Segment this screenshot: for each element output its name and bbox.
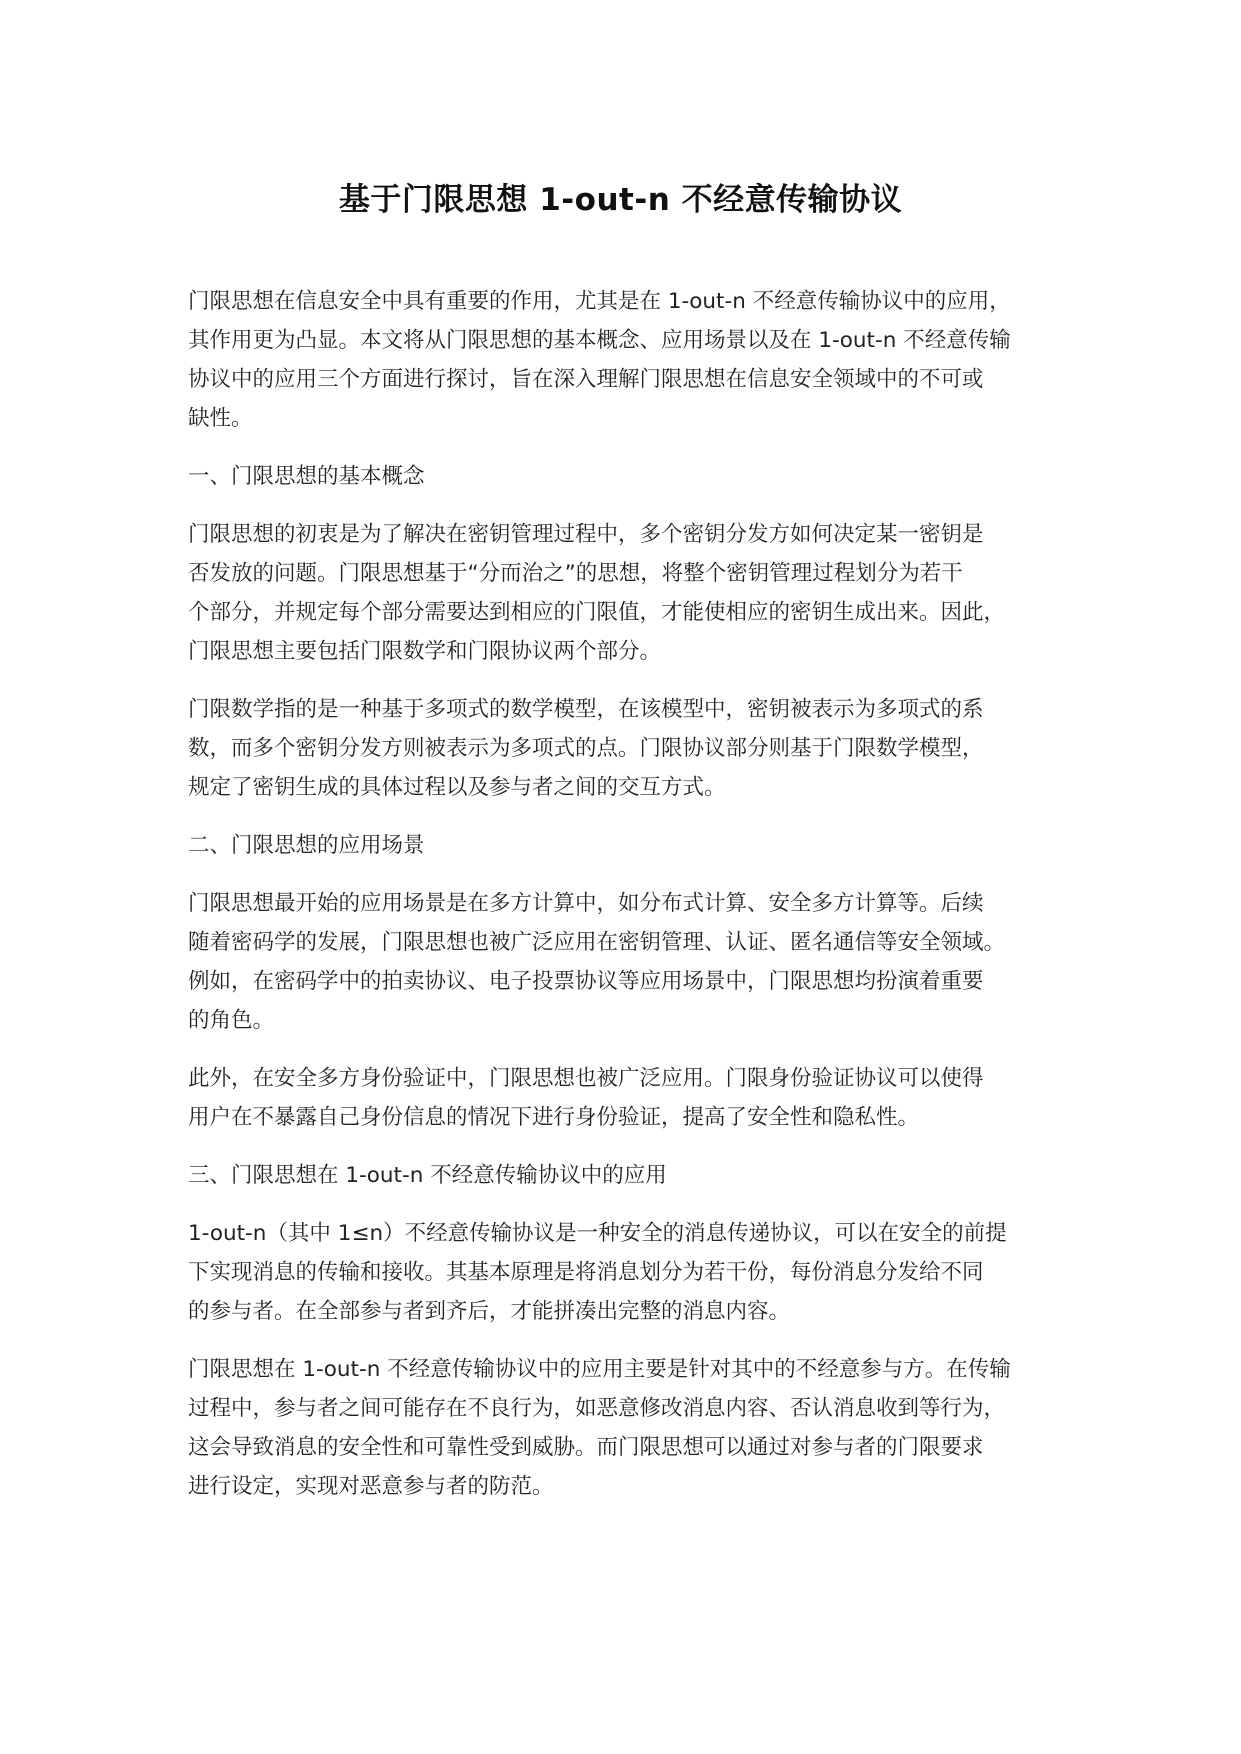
text-line: 数，而多个密钥分发方则被表示为多项式的点。门限协议部分则基于门限数学模型，: [188, 736, 984, 761]
text-line: 缺性。: [188, 406, 253, 431]
text-line: 的参与者。在全部参与者到齐后，才能拼凑出完整的消息内容。: [188, 1299, 791, 1324]
body-paragraph: [188, 690, 1080, 807]
section-heading: [188, 457, 1080, 496]
text-line: 例如，在密码学中的拍卖协议、电子投票协议等应用场景中，门限思想均扮演着重要: [188, 969, 984, 994]
text-line: 门限思想最开始的应用场景是在多方计算中，如分布式计算、安全多方计算等。后续: [188, 891, 984, 916]
text-line: 三、门限思想在 1-out-n 不经意传输协议中的应用: [188, 1163, 667, 1188]
text-line: 此外，在安全多方身份验证中，门限思想也被广泛应用。门限身份验证协议可以使得: [188, 1066, 984, 1091]
body-paragraph: [188, 515, 1080, 671]
text-line: 规定了密钥生成的具体过程以及参与者之间的交互方式。: [188, 775, 726, 800]
text-line: 这会导致消息的安全性和可靠性受到威胁。而门限思想可以通过对参与者的门限要求: [188, 1435, 984, 1460]
document-title: 基于门限思想 1-out-n 不经意传输协议: [338, 182, 903, 218]
body-paragraph: [188, 884, 1080, 1040]
text-line: 门限思想在 1-out-n 不经意传输协议中的应用主要是针对其中的不经意参与方。在传输: [188, 1357, 1011, 1382]
body-paragraph: [188, 282, 1080, 438]
text-line: 门限思想在信息安全中具有重要的作用，尤其是在 1-out-n 不经意传输协议中的应用，: [188, 289, 1011, 314]
body-paragraph: [188, 1059, 1080, 1137]
text-line: 协议中的应用三个方面进行探讨，旨在深入理解门限思想在信息安全领域中的不可或: [188, 367, 984, 392]
text-line: 二、门限思想的应用场景: [188, 833, 425, 858]
text-line: 用户在不暴露自己身份信息的情况下进行身份验证，提高了安全性和隐私性。: [188, 1105, 920, 1130]
text-line: 门限思想的初衷是为了解决在密钥管理过程中，多个密钥分发方如何决定某一密钥是: [188, 522, 984, 547]
text-line: 门限思想主要包括门限数学和门限协议两个部分。: [188, 639, 662, 664]
text-line: 进行设定，实现对恶意参与者的防范。: [188, 1474, 554, 1499]
text-line: 其作用更为凸显。本文将从门限思想的基本概念、应用场景以及在 1-out-n 不经意传输: [188, 328, 1011, 353]
text-line: 个部分，并规定每个部分需要达到相应的门限值，才能使相应的密钥生成出来。因此，: [188, 600, 1006, 625]
text-line: 下实现消息的传输和接收。其基本原理是将消息划分为若干份，每份消息分发给不同: [188, 1260, 984, 1285]
text-line: 一、门限思想的基本概念: [188, 464, 425, 489]
text-line: 随着密码学的发展，门限思想也被广泛应用在密钥管理、认证、匿名通信等安全领域。: [188, 930, 1006, 955]
text-line: 的角色。: [188, 1008, 275, 1033]
text-line: 1-out-n（其中 1≤n）不经意传输协议是一种安全的消息传递协议，可以在安全的前提: [188, 1221, 1007, 1246]
body-paragraph: [188, 1214, 1080, 1331]
text-line: 否发放的问题。门限思想基于“分而治之”的思想，将整个密钥管理过程划分为若干: [188, 561, 963, 586]
section-heading: [188, 826, 1080, 865]
document-body: [188, 282, 1080, 1525]
section-heading: [188, 1156, 1080, 1195]
text-line: 门限数学指的是一种基于多项式的数学模型，在该模型中，密钥被表示为多项式的系: [188, 697, 984, 722]
body-paragraph: [188, 1350, 1080, 1506]
text-line: 过程中，参与者之间可能存在不良行为，如恶意修改消息内容、否认消息收到等行为，: [188, 1396, 1006, 1421]
